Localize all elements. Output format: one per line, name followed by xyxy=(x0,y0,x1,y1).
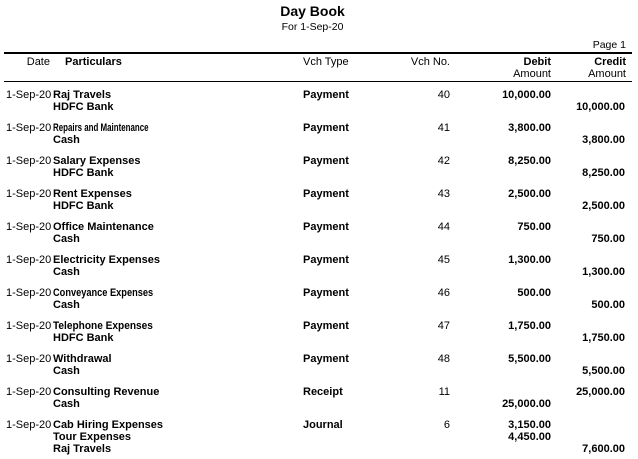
ledger-name: HDFC Bank xyxy=(53,167,114,179)
credit-amount: 5,500.00 xyxy=(582,365,625,377)
entry-date: 1-Sep-20 xyxy=(6,155,52,167)
voucher-type: Payment xyxy=(303,122,349,134)
ledger-name: Repairs and Maintenance xyxy=(53,122,149,134)
voucher-number: 41 xyxy=(437,122,450,134)
ledger-name: Cash xyxy=(53,299,80,311)
voucher-type: Journal xyxy=(303,419,343,431)
ledger-name: Tour Expenses xyxy=(53,431,132,443)
debit-amount: 8,250.00 xyxy=(508,155,551,167)
entry-line xyxy=(0,443,638,455)
debit-amount: 500.00 xyxy=(517,287,551,299)
ledger-name: Rent Expenses xyxy=(53,188,132,200)
voucher-type: Payment xyxy=(303,221,349,233)
voucher-number: 46 xyxy=(437,287,450,299)
entry-line xyxy=(0,398,638,410)
ledger-name: Cash xyxy=(53,233,80,245)
debit-amount: 2,500.00 xyxy=(508,188,551,200)
debit-amount: 5,500.00 xyxy=(508,353,551,365)
credit-amount: 10,000.00 xyxy=(576,101,625,113)
credit-amount: 8,250.00 xyxy=(582,167,625,179)
entry-line xyxy=(0,386,638,398)
ledger-name: Salary Expenses xyxy=(53,155,141,167)
credit-amount: 1,300.00 xyxy=(582,266,625,278)
voucher-number: 11 xyxy=(438,386,450,398)
credit-amount: 750.00 xyxy=(591,233,625,245)
column-header-vch-type: Vch Type xyxy=(303,56,349,68)
voucher-type: Payment xyxy=(303,89,349,101)
credit-amount: 2,500.00 xyxy=(582,200,625,212)
column-header-date: Date xyxy=(26,56,50,68)
debit-amount: 3,150.00 xyxy=(508,419,551,431)
entry-line xyxy=(0,200,638,212)
column-header-credit: Credit xyxy=(594,56,626,68)
column-header-debit: Debit xyxy=(523,56,551,68)
ledger-name: HDFC Bank xyxy=(53,200,114,212)
voucher-type: Payment xyxy=(303,188,349,200)
ledger-name: Raj Travels xyxy=(53,443,112,455)
entry-line xyxy=(0,233,638,245)
debit-amount: 4,450.00 xyxy=(508,431,551,443)
entry-line xyxy=(0,188,638,200)
ledger-name: Raj Travels xyxy=(53,89,112,101)
entry-line xyxy=(0,89,638,101)
voucher-number: 6 xyxy=(443,419,450,431)
entry-line xyxy=(0,254,638,266)
voucher-entry xyxy=(0,188,638,212)
entry-line xyxy=(0,419,638,431)
voucher-number: 43 xyxy=(437,188,450,200)
entry-line xyxy=(0,122,638,134)
entries-list xyxy=(0,89,638,459)
credit-amount: 7,600.00 xyxy=(582,443,625,455)
ledger-name: Cash xyxy=(53,134,80,146)
entry-line xyxy=(0,167,638,179)
debit-amount: 10,000.00 xyxy=(502,89,551,101)
column-header-particulars: Particulars xyxy=(65,56,122,68)
column-subheader-credit-amount: Amount xyxy=(588,68,626,80)
column-subheader-debit-amount: Amount xyxy=(513,68,551,80)
voucher-type: Receipt xyxy=(303,386,343,398)
voucher-type: Payment xyxy=(303,353,349,365)
entry-line xyxy=(0,134,638,146)
entry-date: 1-Sep-20 xyxy=(6,122,52,134)
entry-date: 1-Sep-20 xyxy=(6,419,52,431)
ledger-name: Telephone Expenses xyxy=(53,320,153,332)
debit-amount: 25,000.00 xyxy=(502,398,551,410)
entry-date: 1-Sep-20 xyxy=(6,287,52,299)
report-subtitle: For 1-Sep-20 xyxy=(281,21,344,33)
entry-line xyxy=(0,332,638,344)
column-header-vch-no: Vch No. xyxy=(410,56,450,68)
entry-line xyxy=(0,101,638,113)
debit-amount: 1,300.00 xyxy=(508,254,551,266)
entry-line xyxy=(0,221,638,233)
voucher-entry xyxy=(0,353,638,377)
voucher-entry xyxy=(0,386,638,410)
voucher-number: 44 xyxy=(437,221,450,233)
voucher-type: Payment xyxy=(303,287,349,299)
entry-line xyxy=(0,320,638,332)
voucher-type: Payment xyxy=(303,320,349,332)
entry-line xyxy=(0,431,638,443)
credit-amount: 25,000.00 xyxy=(576,386,625,398)
voucher-entry xyxy=(0,221,638,245)
voucher-number: 45 xyxy=(437,254,450,266)
entry-line xyxy=(0,155,638,167)
voucher-entry xyxy=(0,122,638,146)
entry-date: 1-Sep-20 xyxy=(6,320,52,332)
ledger-name: Electricity Expenses xyxy=(53,254,161,266)
header-top-rule xyxy=(4,52,632,54)
ledger-name: HDFC Bank xyxy=(53,332,114,344)
ledger-name: Withdrawal xyxy=(53,353,112,365)
report-title: Day Book xyxy=(280,3,345,19)
credit-amount: 3,800.00 xyxy=(582,134,625,146)
page-number: Page 1 xyxy=(592,39,626,51)
voucher-number: 48 xyxy=(437,353,450,365)
voucher-number: 47 xyxy=(437,320,450,332)
voucher-entry xyxy=(0,320,638,344)
entry-date: 1-Sep-20 xyxy=(6,386,52,398)
voucher-entry xyxy=(0,419,638,455)
entry-date: 1-Sep-20 xyxy=(6,89,52,101)
ledger-name: Cash xyxy=(53,365,80,377)
voucher-number: 40 xyxy=(437,89,450,101)
voucher-entry xyxy=(0,89,638,113)
ledger-name: Cab Hiring Expenses xyxy=(53,419,164,431)
voucher-number: 42 xyxy=(437,155,450,167)
entry-date: 1-Sep-20 xyxy=(6,188,52,200)
debit-amount: 3,800.00 xyxy=(508,122,551,134)
voucher-type: Payment xyxy=(303,155,349,167)
entry-date: 1-Sep-20 xyxy=(6,221,52,233)
voucher-type: Payment xyxy=(303,254,349,266)
credit-amount: 1,750.00 xyxy=(582,332,625,344)
credit-amount: 500.00 xyxy=(591,299,625,311)
debit-amount: 750.00 xyxy=(517,221,551,233)
debit-amount: 1,750.00 xyxy=(508,320,551,332)
voucher-entry xyxy=(0,254,638,278)
entry-line xyxy=(0,266,638,278)
ledger-name: Cash xyxy=(53,398,80,410)
entry-line xyxy=(0,287,638,299)
entry-date: 1-Sep-20 xyxy=(6,353,52,365)
header-bottom-rule xyxy=(4,81,632,82)
entry-date: 1-Sep-20 xyxy=(6,254,52,266)
voucher-entry xyxy=(0,155,638,179)
entry-line xyxy=(0,365,638,377)
ledger-name: Consulting Revenue xyxy=(53,386,160,398)
entry-line xyxy=(0,353,638,365)
ledger-name: HDFC Bank xyxy=(53,101,114,113)
entry-line xyxy=(0,299,638,311)
ledger-name: Cash xyxy=(53,266,80,278)
ledger-name: Office Maintenance xyxy=(53,221,154,233)
ledger-name: Conveyance Expenses xyxy=(53,287,154,299)
voucher-entry xyxy=(0,287,638,311)
